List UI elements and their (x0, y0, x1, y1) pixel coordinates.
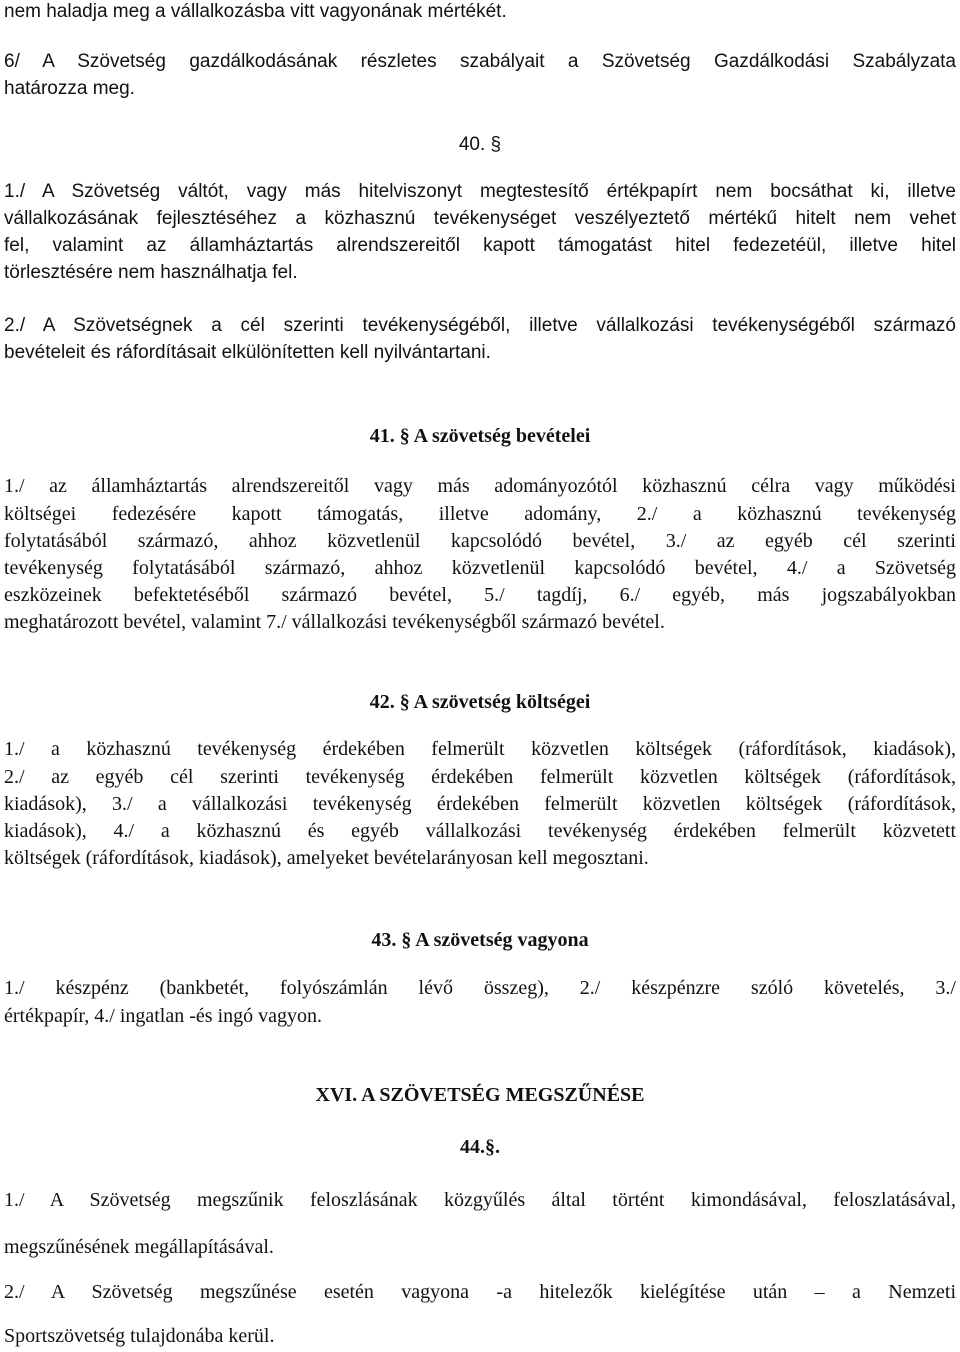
paragraph-6-line-1: 6/ A Szövetség gazdálkodásának részletes szabályait a Szövetség Gazdálkodási Szabályzata (4, 51, 956, 72)
section-40-p1-line-4: törlesztésére nem használhatja fel. (4, 262, 298, 283)
section-41-line-1: 1./ az államháztartás alrendszereitől vagy más adományozótól közhasznú célra vagy működési (4, 475, 956, 497)
section-44-p2-line-2: Sportszövetség tulajdonába kerül. (4, 1325, 275, 1347)
section-41-line-6: meghatározott bevétel, valamint 7./ vállalkozási tevékenységből származó bevétel. (4, 611, 665, 633)
section-42-line-1: 1./ a közhasznú tevékenység érdekében felmerült közvetlen költségek (ráfordítások, kiadások), (4, 738, 956, 760)
section-40-p2-line-2: bevételeit és ráfordításait elkülönítetten kell nyilvántartani. (4, 342, 491, 363)
section-40-p1-line-1: 1./ A Szövetség váltót, vagy más hitelviszonyt megtestesítő értékpapírt nem bocsáthat ki, illetve (4, 181, 956, 202)
section-44-p1-line-1: 1./ A Szövetség megszűnik feloszlásának közgyűlés által történt kimondásával, feloszlatásával, (4, 1189, 956, 1211)
section-40-heading: 40. § (458, 134, 502, 155)
text-line: nem haladja meg a vállalkozásba vitt vagyonának mértékét. (4, 1, 507, 22)
section-44-p2-line-1: 2./ A Szövetség megszűnése esetén vagyona -a hitelezők kielégítése után – a Nemzeti (4, 1281, 956, 1303)
section-41-line-5: eszközeinek befektetéséből származó bevétel, 5./ tagdíj, 6./ egyéb, más jogszabályokban (4, 584, 956, 606)
section-41-line-3: folytatásából származó, ahhoz közvetlenül kapcsolódó bevétel, 3./ az egyéb cél szerinti (4, 530, 956, 552)
chapter-xvi-heading: XVI. A SZÖVETSÉG MEGSZŰNÉSE (315, 1084, 645, 1106)
section-42-line-3: kiadások), 3./ a vállalkozási tevékenység érdekében felmerült közvetlen költségek (ráfordítások, (4, 793, 956, 815)
paragraph-6-line-2: határozza meg. (4, 78, 135, 99)
section-42-line-4: kiadások), 4./ a közhasznú és egyéb vállalkozási tevékenység érdekében felmerült közvetett (4, 820, 956, 842)
section-40-p1-line-3: fel, valamint az államháztartás alrendszereitől kapott támogatást hitel fedezetéül, illetve hitel (4, 235, 956, 256)
section-40-p2-line-1: 2./ A Szövetségnek a cél szerinti tevékenységéből, illetve vállalkozási tevékenységéből származó (4, 315, 956, 336)
section-41-line-4: tevékenység folytatásából származó, ahhoz közvetlenül kapcsolódó bevétel, 4./ a Szövetség (4, 557, 956, 579)
section-43-line-2: értékpapír, 4./ ingatlan -és ingó vagyon. (4, 1005, 322, 1027)
section-42-line-5: költségek (ráfordítások, kiadások), amelyeket bevételarányosan kell megosztani. (4, 847, 649, 869)
section-40-p1-line-2: vállalkozásának fejlesztéséhez a közhasznú tevékenységet veszélyeztető mértékű hitelt nem vehet (4, 208, 956, 229)
section-44-heading: 44.§. (460, 1136, 500, 1158)
section-41-heading: 41. § A szövetség bevételei (369, 425, 591, 447)
section-44-p1-line-2: megszűnésének megállapításával. (4, 1236, 274, 1258)
section-41-line-2: költségei fedezésére kapott támogatás, illetve adomány, 2./ a közhasznú tevékenység (4, 503, 956, 525)
section-42-heading: 42. § A szövetség költségei (369, 691, 591, 713)
section-43-line-1: 1./ készpénz (bankbetét, folyószámlán lévő összeg), 2./ készpénzre szóló követelés, 3./ (4, 977, 956, 999)
section-43-heading: 43. § A szövetség vagyona (371, 929, 589, 951)
section-42-line-2: 2./ az egyéb cél szerinti tevékenység érdekében felmerült közvetlen költségek (ráfordítások, (4, 766, 956, 788)
